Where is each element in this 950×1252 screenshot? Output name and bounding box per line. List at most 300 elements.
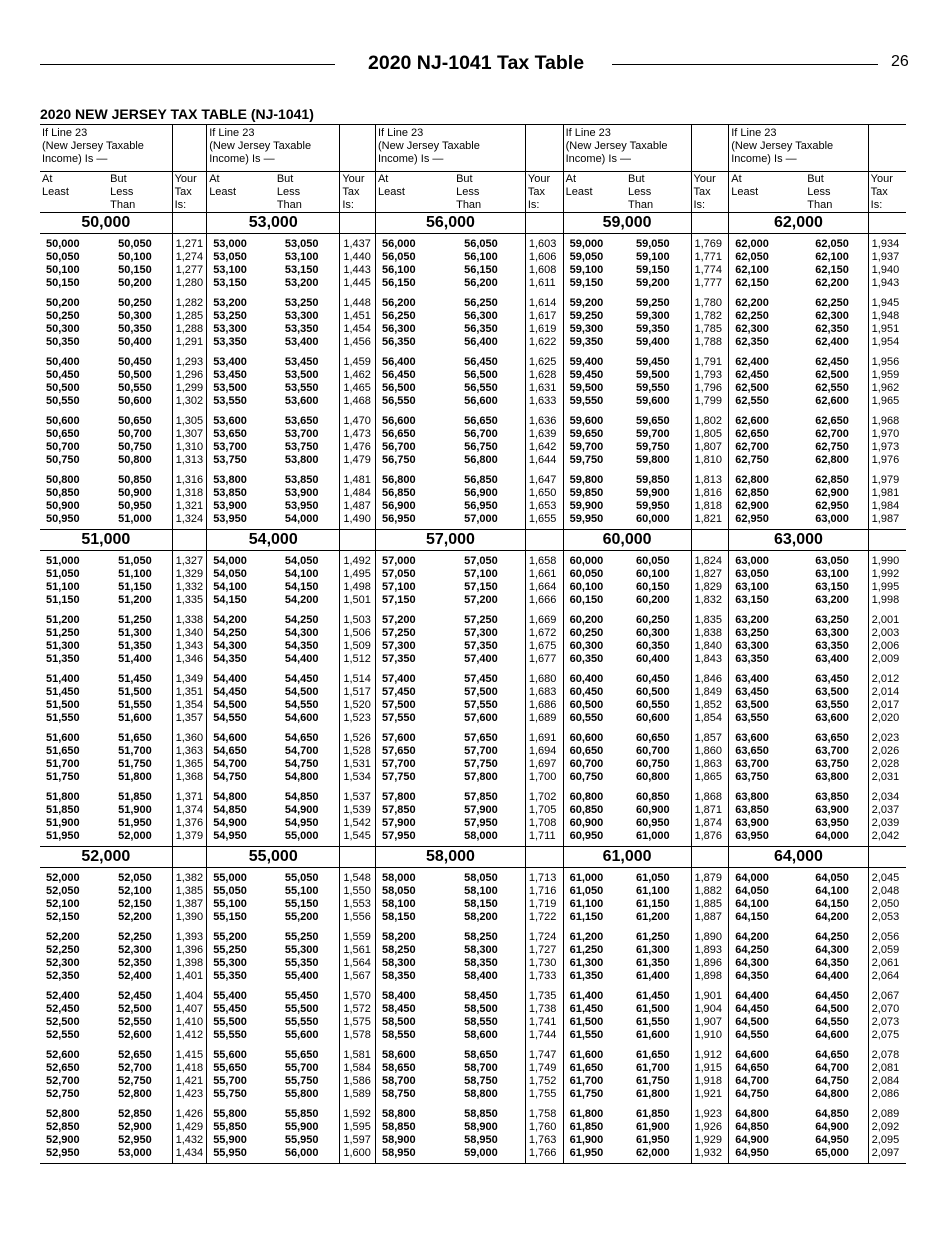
but-less-than-value: 58,150 <box>464 898 498 910</box>
at-least-value: 55,700 <box>213 1075 247 1087</box>
at-least-value: 61,400 <box>569 990 604 1002</box>
at-least-value: 63,300 <box>735 640 769 652</box>
tax-value: 2,056 <box>868 927 906 944</box>
but-less-than-value: 50,250 <box>118 297 152 309</box>
at-least-value: 61,850 <box>569 1121 604 1133</box>
table-row <box>40 1088 906 1104</box>
but-less-than-value: 54,000 <box>284 513 319 525</box>
but-less-than-value: 63,600 <box>815 712 849 724</box>
tax-value: 1,970 <box>868 428 906 441</box>
at-least-value: 60,300 <box>569 640 604 652</box>
tax-value: 1,575 <box>340 1016 376 1029</box>
at-least-value: 60,000 <box>569 555 604 567</box>
tax-value: 1,468 <box>340 395 376 411</box>
at-least-value: 61,450 <box>569 1003 604 1015</box>
but-less-than-value: 64,550 <box>815 1016 849 1028</box>
thousand-heading: 58,000 <box>375 847 525 868</box>
but-less-than-value: 54,350 <box>284 640 319 652</box>
but-less-than-value: 63,400 <box>815 653 849 665</box>
tax-value: 1,376 <box>172 817 207 830</box>
tax-value: 1,509 <box>340 640 376 653</box>
but-less-than-value: 55,050 <box>284 872 319 884</box>
at-least-value: 60,100 <box>569 581 604 593</box>
but-less-than-value: 57,000 <box>464 513 498 525</box>
but-less-than-value: 59,550 <box>636 382 670 394</box>
thousand-heading-spacer <box>340 847 376 868</box>
tax-value: 1,586 <box>340 1075 376 1088</box>
tax-value: 2,045 <box>868 868 906 886</box>
tax-value: 1,517 <box>340 686 376 699</box>
at-least-value: 56,300 <box>381 323 416 335</box>
but-less-than-value: 64,750 <box>815 1075 849 1087</box>
table-row <box>40 745 906 758</box>
at-least-value: 64,500 <box>735 1016 769 1028</box>
at-least-value: 63,700 <box>735 758 769 770</box>
at-least-value: 52,600 <box>46 1049 80 1061</box>
your-tax-header <box>868 172 906 213</box>
but-less-than-value: 62,850 <box>815 474 849 486</box>
at-least-value: 63,800 <box>735 791 769 803</box>
tax-value: 2,006 <box>868 640 906 653</box>
tax-value: 1,661 <box>525 568 563 581</box>
at-least-value: 53,500 <box>213 382 247 394</box>
at-least-value: 64,250 <box>735 944 769 956</box>
at-least-value: 52,000 <box>46 872 80 884</box>
tax-value: 1,313 <box>172 454 207 470</box>
at-least-value: 56,250 <box>381 310 416 322</box>
tax-value: 1,302 <box>172 395 207 411</box>
table-row <box>40 336 906 352</box>
tax-value: 1,879 <box>691 868 729 886</box>
thousand-heading-spacer <box>525 213 563 234</box>
tax-value: 1,501 <box>340 594 376 610</box>
at-least-value: 58,600 <box>381 1049 416 1061</box>
but-less-than-value: 52,000 <box>118 830 152 842</box>
tax-value: 1,550 <box>340 885 376 898</box>
but-less-than-value: 50,750 <box>118 441 152 453</box>
at-least-value: 60,050 <box>569 568 604 580</box>
tax-value: 1,887 <box>691 911 729 927</box>
at-least-value: 57,350 <box>381 653 416 665</box>
at-least-header <box>563 172 626 213</box>
thousand-heading: 53,000 <box>207 213 340 234</box>
tax-value: 1,965 <box>868 395 906 411</box>
at-least-value: 60,750 <box>569 771 604 783</box>
at-least-value: 56,000 <box>381 238 416 250</box>
but-less-than-value: 60,700 <box>636 745 670 757</box>
tax-value: 1,904 <box>691 1003 729 1016</box>
tax-value: 1,992 <box>868 568 906 581</box>
tax-value: 1,542 <box>340 817 376 830</box>
header-line: Income) Is — <box>565 153 632 165</box>
but-less-than-value: 64,000 <box>815 830 849 842</box>
but-less-than-value: 53,200 <box>284 277 319 289</box>
but-less-than-value: 52,300 <box>118 944 152 956</box>
tax-value: 1,843 <box>691 653 729 669</box>
but-less-than-value: 60,550 <box>636 699 670 711</box>
at-least-value: 61,150 <box>569 911 604 923</box>
at-least-value: 62,500 <box>735 382 769 394</box>
at-least-value: 55,400 <box>213 990 247 1002</box>
tax-value: 2,064 <box>868 970 906 986</box>
tax-value: 1,349 <box>172 669 207 686</box>
tax-value: 1,752 <box>525 1075 563 1088</box>
but-less-than-value: 62,300 <box>815 310 849 322</box>
at-least-value: 55,450 <box>213 1003 247 1015</box>
header-line: Is: <box>693 199 706 211</box>
tax-value: 2,050 <box>868 898 906 911</box>
but-less-than-value: 52,900 <box>118 1121 152 1133</box>
page-number: 26 <box>891 53 909 70</box>
but-less-than-value: 61,100 <box>636 885 670 897</box>
but-less-than-value: 63,950 <box>815 817 849 829</box>
but-less-than-value: 50,700 <box>118 428 152 440</box>
at-least-value: 63,200 <box>735 614 769 626</box>
thousand-heading-spacer <box>868 213 906 234</box>
at-least-value: 58,500 <box>381 1016 416 1028</box>
tax-value: 1,506 <box>340 627 376 640</box>
tax-value: 1,597 <box>340 1134 376 1147</box>
tax-value: 2,089 <box>868 1104 906 1121</box>
tax-value: 1,896 <box>691 957 729 970</box>
but-less-than-value: 54,700 <box>284 745 319 757</box>
at-least-value: 62,750 <box>735 454 769 466</box>
header-line: Your <box>870 173 893 185</box>
tax-value: 1,385 <box>172 885 207 898</box>
tax-value: 1,324 <box>172 513 207 530</box>
tax-value: 1,553 <box>340 898 376 911</box>
at-least-value: 63,550 <box>735 712 769 724</box>
header-line: Tax <box>174 186 192 198</box>
but-less-than-value: 55,650 <box>284 1049 319 1061</box>
tax-value: 1,410 <box>172 1016 207 1029</box>
thousand-heading: 57,000 <box>375 530 525 551</box>
header-line: (New Jersey Taxable <box>731 140 834 152</box>
header-line: But <box>456 173 473 185</box>
but-less-than-value: 55,850 <box>284 1108 319 1120</box>
but-less-than-value: 60,200 <box>636 594 670 606</box>
but-less-than-value: 52,250 <box>118 931 152 943</box>
header-line: Income) Is — <box>377 153 444 165</box>
header-line: Least <box>377 186 405 198</box>
at-least-value: 54,700 <box>213 758 247 770</box>
header-line: But <box>110 173 127 185</box>
but-less-than-value: 55,150 <box>284 898 319 910</box>
header-line: Less <box>276 186 301 198</box>
at-least-value: 60,500 <box>569 699 604 711</box>
tax-value: 1,434 <box>172 1147 207 1164</box>
but-less-than-value: 57,950 <box>464 817 498 829</box>
table-row <box>40 310 906 323</box>
but-less-than-value: 54,100 <box>284 568 319 580</box>
but-less-than-value: 54,050 <box>284 555 319 567</box>
tax-value: 2,012 <box>868 669 906 686</box>
tax-value: 1,526 <box>340 728 376 745</box>
at-least-value: 64,000 <box>735 872 769 884</box>
tax-value: 1,503 <box>340 610 376 627</box>
but-less-than-value: 59,050 <box>636 238 670 250</box>
tax-value: 1,340 <box>172 627 207 640</box>
at-least-value: 56,900 <box>381 500 416 512</box>
but-less-than-value: 50,400 <box>118 336 152 348</box>
your-tax-header <box>340 172 376 213</box>
at-least-value: 55,100 <box>213 898 247 910</box>
but-less-than-value: 53,100 <box>284 251 319 263</box>
tax-value: 1,882 <box>691 885 729 898</box>
tax-header-spacer <box>691 125 729 172</box>
thousand-heading: 59,000 <box>563 213 691 234</box>
but-less-than-value: 52,850 <box>118 1108 152 1120</box>
at-least-value: 58,900 <box>381 1134 416 1146</box>
tax-value: 1,329 <box>172 568 207 581</box>
tax-value: 1,365 <box>172 758 207 771</box>
but-less-than-value: 52,100 <box>118 885 152 897</box>
thousand-band-row <box>40 847 906 868</box>
at-least-value: 50,500 <box>46 382 80 394</box>
but-less-than-value: 61,550 <box>636 1016 670 1028</box>
tax-value: 1,976 <box>868 454 906 470</box>
at-least-value: 51,150 <box>46 594 80 606</box>
at-least-value: 54,550 <box>213 712 247 724</box>
table-row <box>40 686 906 699</box>
at-least-value: 62,100 <box>735 264 769 276</box>
at-least-value: 50,200 <box>46 297 80 309</box>
at-least-value: 58,300 <box>381 957 416 969</box>
at-least-value: 55,600 <box>213 1049 247 1061</box>
but-less-than-value: 64,200 <box>815 911 849 923</box>
tax-value: 2,037 <box>868 804 906 817</box>
tax-value: 1,683 <box>525 686 563 699</box>
tax-value: 1,631 <box>525 382 563 395</box>
tax-value: 1,423 <box>172 1088 207 1104</box>
table-row <box>40 787 906 804</box>
at-least-value: 57,450 <box>381 686 416 698</box>
tax-value: 1,426 <box>172 1104 207 1121</box>
table-row <box>40 594 906 610</box>
tax-value: 1,429 <box>172 1121 207 1134</box>
at-least-value: 54,250 <box>213 627 247 639</box>
at-least-value: 58,650 <box>381 1062 416 1074</box>
tax-value: 2,078 <box>868 1045 906 1062</box>
at-least-value: 54,350 <box>213 653 247 665</box>
but-less-than-value: 53,550 <box>284 382 319 394</box>
tax-value: 1,343 <box>172 640 207 653</box>
header-line: But <box>807 173 824 185</box>
but-less-than-value: 52,500 <box>118 1003 152 1015</box>
tax-value: 1,592 <box>340 1104 376 1121</box>
tax-value: 1,285 <box>172 310 207 323</box>
at-least-value: 54,850 <box>213 804 247 816</box>
tax-value: 1,926 <box>691 1121 729 1134</box>
tax-value: 1,951 <box>868 323 906 336</box>
but-less-than-value: 53,150 <box>284 264 319 276</box>
but-less-than-value: 60,350 <box>636 640 670 652</box>
header-line: Than <box>628 199 654 211</box>
at-least-value: 61,650 <box>569 1062 604 1074</box>
tax-value: 2,053 <box>868 911 906 927</box>
tax-value: 1,868 <box>691 787 729 804</box>
at-least-value: 63,750 <box>735 771 769 783</box>
tax-value: 1,923 <box>691 1104 729 1121</box>
at-least-value: 56,350 <box>381 336 416 348</box>
tax-value: 1,310 <box>172 441 207 454</box>
at-least-value: 50,550 <box>46 395 80 407</box>
at-least-value: 50,800 <box>46 474 80 486</box>
but-less-than-value: 62,450 <box>815 356 849 368</box>
tax-value: 1,484 <box>340 487 376 500</box>
but-less-than-value: 63,650 <box>815 732 849 744</box>
at-least-value: 53,900 <box>213 500 247 512</box>
but-less-than-value: 55,600 <box>284 1029 319 1041</box>
but-less-than-value: 56,050 <box>464 238 498 250</box>
at-least-value: 53,000 <box>213 238 247 250</box>
tax-value: 2,075 <box>868 1029 906 1045</box>
tax-value: 1,907 <box>691 1016 729 1029</box>
tax-value: 1,451 <box>340 310 376 323</box>
at-least-value: 57,250 <box>381 627 416 639</box>
tax-value: 1,603 <box>525 234 563 252</box>
at-least-value: 57,650 <box>381 745 416 757</box>
tax-value: 1,697 <box>525 758 563 771</box>
but-less-than-value: 57,750 <box>464 758 498 770</box>
table-row <box>40 817 906 830</box>
but-less-than-value: 61,500 <box>636 1003 670 1015</box>
thousand-heading: 63,000 <box>729 530 868 551</box>
at-least-value: 56,450 <box>381 369 416 381</box>
but-less-than-value: 54,550 <box>284 699 319 711</box>
but-less-than-value: 53,500 <box>284 369 319 381</box>
tax-value: 1,766 <box>525 1147 563 1164</box>
header-line: Your <box>174 173 197 185</box>
but-less-than-value: 60,450 <box>636 673 670 685</box>
at-least-value: 63,900 <box>735 817 769 829</box>
but-less-than-value: 62,700 <box>815 428 849 440</box>
at-least-value: 62,200 <box>735 297 769 309</box>
at-least-value: 52,050 <box>46 885 80 897</box>
tax-value: 1,874 <box>691 817 729 830</box>
income-label-cell <box>207 125 340 172</box>
at-least-value: 53,850 <box>213 487 247 499</box>
but-less-than-value: 57,500 <box>464 686 498 698</box>
tax-value: 1,360 <box>172 728 207 745</box>
income-label-cell <box>729 125 868 172</box>
at-least-value: 59,100 <box>569 264 604 276</box>
at-least-value: 51,350 <box>46 653 80 665</box>
thousand-band-row <box>40 530 906 551</box>
tax-value: 1,738 <box>525 1003 563 1016</box>
header-line: At <box>565 173 577 185</box>
but-less-than-value: 63,500 <box>815 686 849 698</box>
tax-value: 1,495 <box>340 568 376 581</box>
tax-value: 1,537 <box>340 787 376 804</box>
at-least-value: 60,700 <box>569 758 604 770</box>
tax-value: 1,782 <box>691 310 729 323</box>
header-line: Your <box>527 173 551 185</box>
but-less-than-value: 61,700 <box>636 1062 670 1074</box>
at-least-value: 52,150 <box>46 911 80 923</box>
but-less-than-value: 60,150 <box>636 581 670 593</box>
table-row <box>40 470 906 487</box>
tax-value: 1,396 <box>172 944 207 957</box>
tax-value: 1,675 <box>525 640 563 653</box>
tax-value: 1,387 <box>172 898 207 911</box>
but-less-than-value: 61,200 <box>636 911 670 923</box>
at-least-value: 60,650 <box>569 745 604 757</box>
but-less-than-value: 53,450 <box>284 356 319 368</box>
but-less-than-value: 54,150 <box>284 581 319 593</box>
but-less-than-value: 54,500 <box>284 686 319 698</box>
at-least-value: 62,450 <box>735 369 769 381</box>
but-less-than-value: 54,400 <box>284 653 319 665</box>
tax-value: 1,777 <box>691 277 729 293</box>
at-least-value: 57,050 <box>381 568 416 580</box>
but-less-than-value: 54,300 <box>284 627 319 639</box>
at-least-value: 63,050 <box>735 568 769 580</box>
tax-value: 1,650 <box>525 487 563 500</box>
header-line: Least <box>209 186 237 198</box>
but-less-than-value: 62,400 <box>815 336 849 348</box>
tax-value: 2,001 <box>868 610 906 627</box>
tax-value: 1,548 <box>340 868 376 886</box>
tax-value: 1,956 <box>868 352 906 369</box>
but-less-than-value: 57,250 <box>464 614 498 626</box>
at-least-value: 57,700 <box>381 758 416 770</box>
tax-value: 1,921 <box>691 1088 729 1104</box>
tax-value: 1,910 <box>691 1029 729 1045</box>
at-least-value: 54,200 <box>213 614 247 626</box>
tax-value: 1,730 <box>525 957 563 970</box>
but-less-than-value: 53,000 <box>108 1147 172 1164</box>
thousand-heading: 50,000 <box>40 213 172 234</box>
but-less-than-value: 56,850 <box>464 474 498 486</box>
at-least-value: 55,250 <box>213 944 247 956</box>
tax-value: 1,666 <box>525 594 563 610</box>
but-less-than-value: 61,050 <box>636 872 670 884</box>
table-row <box>40 868 906 886</box>
tax-value: 1,937 <box>868 251 906 264</box>
at-least-value: 51,200 <box>46 614 80 626</box>
but-less-than-value: 58,100 <box>464 885 498 897</box>
at-least-value: 60,800 <box>569 791 604 803</box>
but-less-than-header <box>108 172 172 213</box>
tax-value: 1,476 <box>340 441 376 454</box>
table-row <box>40 640 906 653</box>
thousand-heading: 62,000 <box>729 213 868 234</box>
but-less-than-value: 52,400 <box>118 970 152 982</box>
at-least-value: 53,400 <box>213 356 247 368</box>
but-less-than-value: 65,000 <box>805 1147 868 1164</box>
but-less-than-value: 53,250 <box>284 297 319 309</box>
but-less-than-value: 60,250 <box>636 614 670 626</box>
table-row <box>40 804 906 817</box>
table-row <box>40 323 906 336</box>
but-less-than-value: 57,150 <box>464 581 498 593</box>
at-least-value: 58,250 <box>381 944 416 956</box>
but-less-than-value: 58,600 <box>464 1029 498 1041</box>
but-less-than-value: 64,600 <box>815 1029 849 1041</box>
header-rule-left <box>40 64 335 65</box>
tax-value: 1,854 <box>691 712 729 728</box>
but-less-than-value: 58,050 <box>464 872 498 884</box>
at-least-value: 64,700 <box>735 1075 769 1087</box>
at-least-value: 50,900 <box>46 500 80 512</box>
at-least-value: 63,400 <box>735 673 769 685</box>
tax-value: 1,813 <box>691 470 729 487</box>
but-less-than-value: 59,500 <box>636 369 670 381</box>
but-less-than-value: 59,800 <box>636 454 670 466</box>
at-least-value: 54,650 <box>213 745 247 757</box>
tax-value: 1,351 <box>172 686 207 699</box>
